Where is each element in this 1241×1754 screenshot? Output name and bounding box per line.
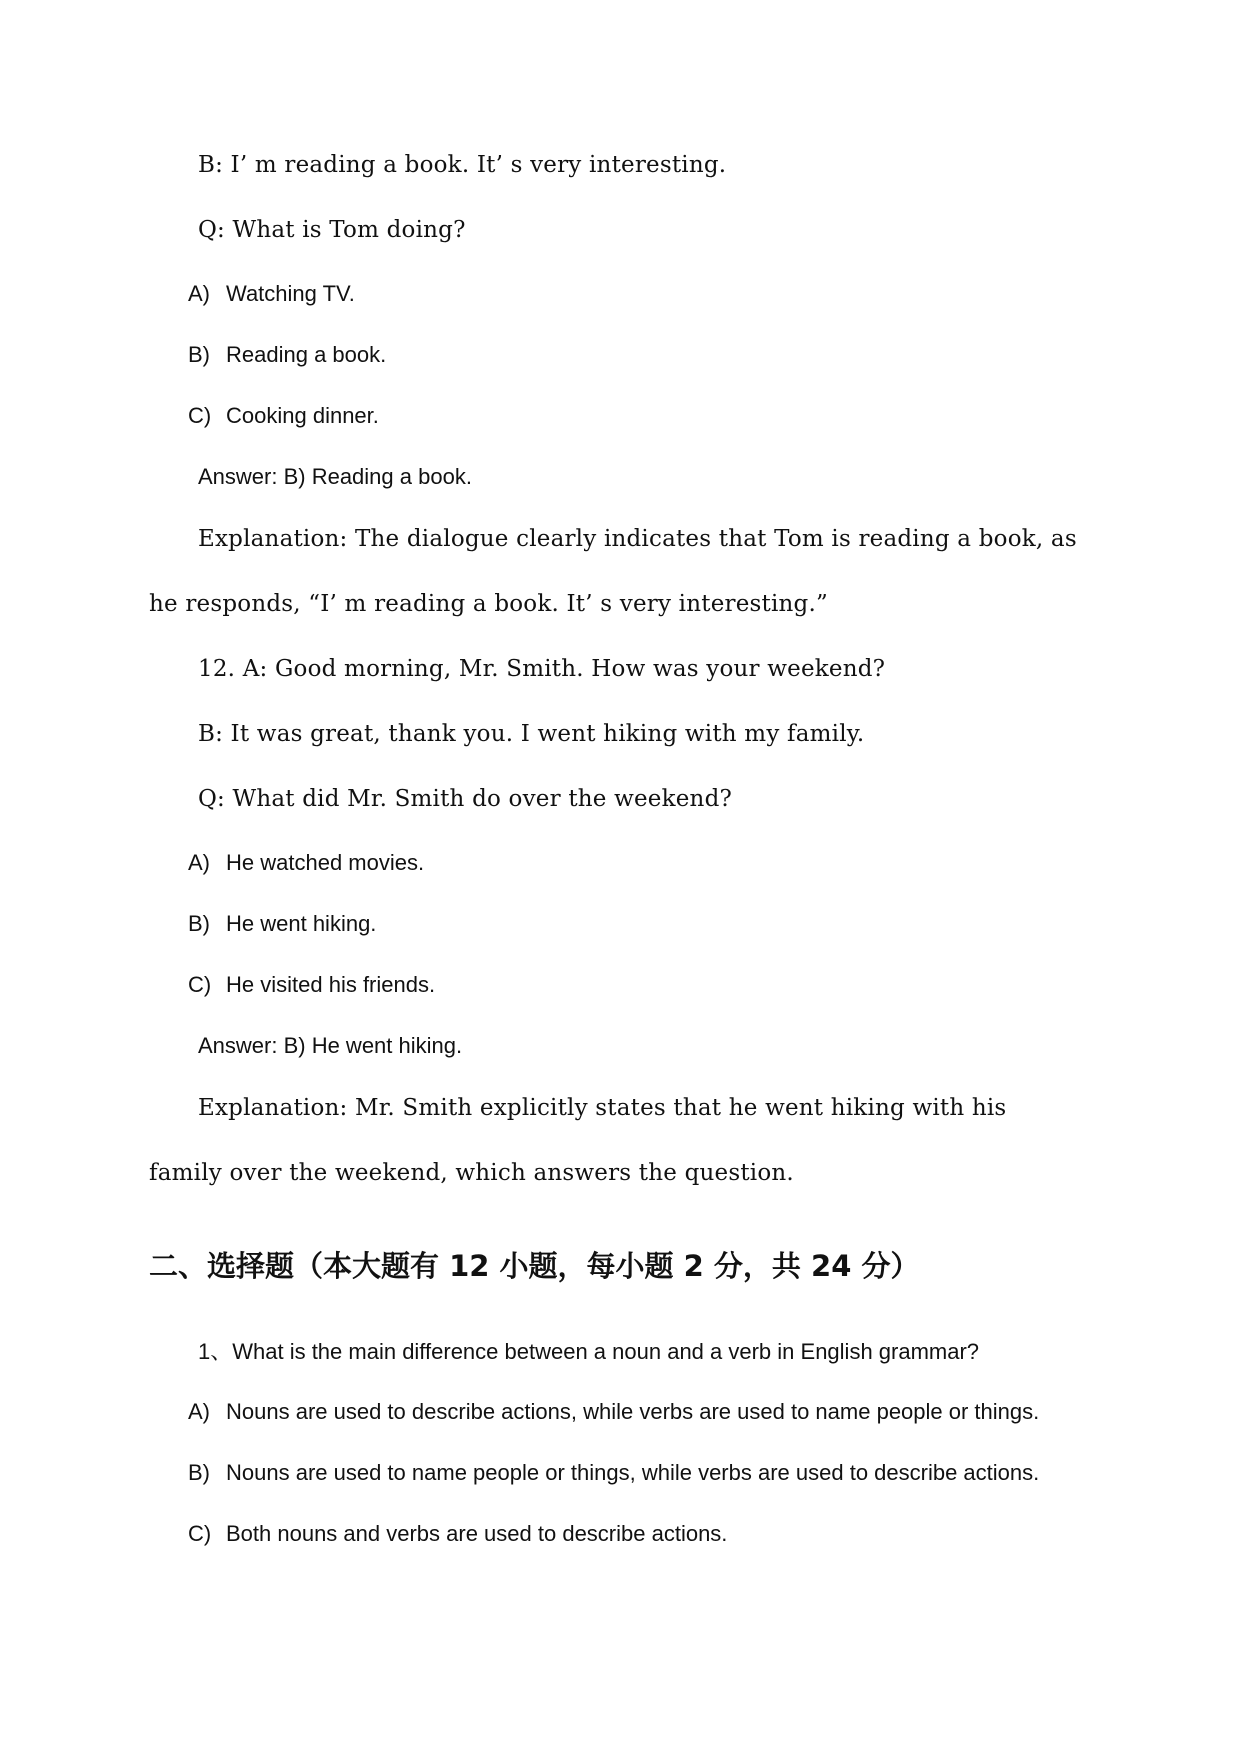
s2-q1-question: 1、What is the main difference between a noun and a verb in English grammar? xyxy=(198,1339,980,1364)
q12-question: Q: What did Mr. Smith do over the weekend? xyxy=(198,786,733,812)
option-text: Cooking dinner. xyxy=(226,403,379,428)
q12-option-a xyxy=(188,850,424,876)
option-text: He went hiking. xyxy=(226,911,377,936)
option-letter: B) xyxy=(188,1460,210,1485)
q12-dialogue-b: B: It was great, thank you. I went hiking with my family. xyxy=(198,721,865,747)
q12-explanation-line2: family over the weekend, which answers the question. xyxy=(149,1160,794,1186)
option-letter: A) xyxy=(188,1399,210,1424)
option-text: Reading a book. xyxy=(226,342,387,367)
option-text: Nouns are used to describe actions, while verbs are used to name people or things. xyxy=(226,1399,1040,1424)
section-heading: 二、选择题（本大题有 12 小题，每小题 2 分，共 24 分） xyxy=(149,1249,920,1283)
s2-q1-option-b xyxy=(188,1460,1039,1486)
option-text: He visited his friends. xyxy=(226,972,436,997)
q11-explanation-line1: Explanation: The dialogue clearly indicates that Tom is reading a book, as xyxy=(198,526,1077,552)
option-letter: A) xyxy=(188,281,210,306)
q11-question: Q: What is Tom doing? xyxy=(198,217,466,243)
option-letter: B) xyxy=(188,911,210,936)
q11-option-c xyxy=(188,403,379,429)
q11-dialogue-b: B: I’ m reading a book. It’ s very interesting. xyxy=(198,152,727,178)
option-letter: B) xyxy=(188,342,210,367)
q12-option-b xyxy=(188,911,376,937)
option-text: Watching TV. xyxy=(226,281,355,306)
q11-option-b xyxy=(188,342,386,368)
option-letter: C) xyxy=(188,1521,212,1546)
q12-explanation-line1: Explanation: Mr. Smith explicitly states that he went hiking with his xyxy=(198,1095,1007,1121)
option-letter: A) xyxy=(188,850,210,875)
q12-option-c xyxy=(188,972,435,998)
q12-dialogue-a: 12. A: Good morning, Mr. Smith. How was your weekend? xyxy=(198,656,886,682)
s2-q1-option-c xyxy=(188,1521,727,1547)
q11-option-a xyxy=(188,281,355,307)
option-text: Nouns are used to name people or things, while verbs are used to describe actions. xyxy=(226,1460,1040,1485)
option-letter: C) xyxy=(188,403,212,428)
option-letter: C) xyxy=(188,972,212,997)
q12-answer: Answer: B) He went hiking. xyxy=(198,1033,463,1058)
option-text: Both nouns and verbs are used to describe actions. xyxy=(226,1521,728,1546)
option-text: He watched movies. xyxy=(226,850,425,875)
q11-explanation-line2: he responds, “I’ m reading a book. It’ s very interesting.” xyxy=(149,591,828,617)
s2-q1-option-a xyxy=(188,1399,1039,1425)
q11-answer: Answer: B) Reading a book. xyxy=(198,464,472,489)
